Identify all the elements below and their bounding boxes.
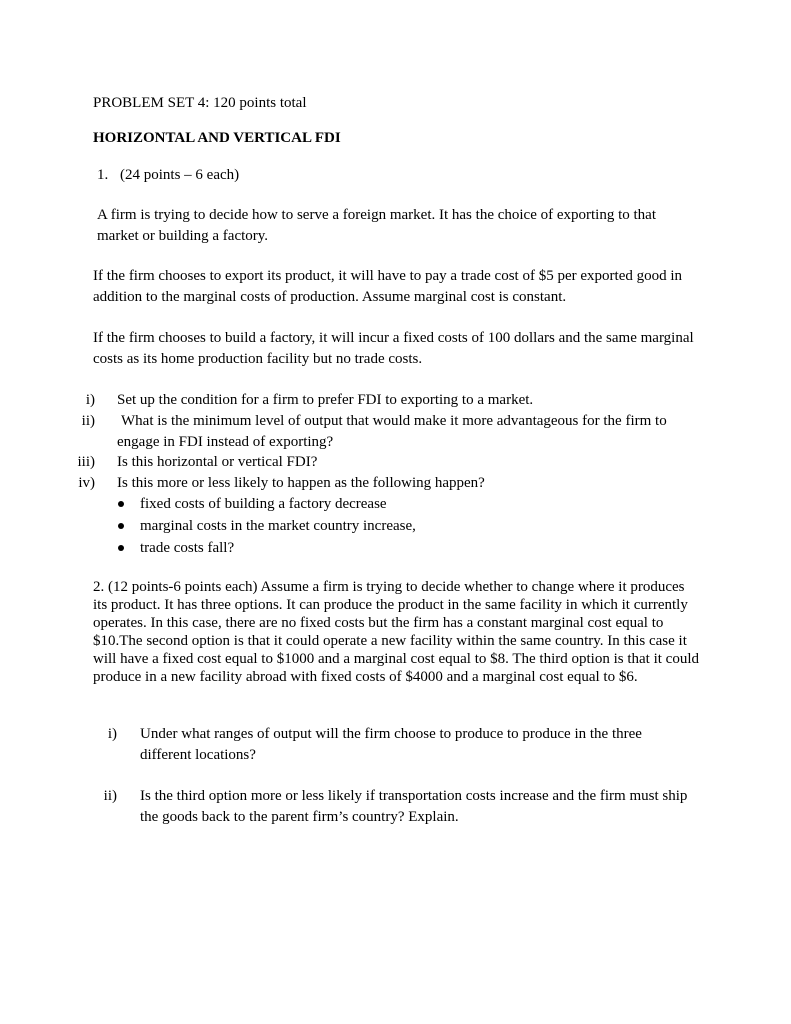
q2-intro: 2. (12 points-6 points each) Assume a firm is trying to decide whether to change where it produces its product. It has three options. It can produce the product in the same facility in which it currently operates. In this case, there are no fixed costs but the firm has a constant marginal cost equal to $10.The second option is that it could operate a new facility within the same country. In this case it will have a fixed cost equal to $1000 and a marginal cost equal to $8. The third option is that it could produce in a new facility abroad with fixed costs of $4000 and a marginal cost equal to $6. [93,579,699,685]
q1-number: 1. [97,167,109,183]
q1-item-number: i) [85,392,95,408]
bullet-icon [118,523,124,529]
q1-bullet-text: fixed costs of building a factory decrease [140,496,387,512]
problem-set-header: PROBLEM SET 4: 120 points total [93,95,307,111]
q2-item-number: ii) [103,788,117,804]
q1-paragraph-2: If the firm chooses to export its product, it will have to pay a trade cost of $5 per exported good in addition to the marginal costs of production. Assume marginal cost is constant. [93,268,683,305]
q2-item-number: i) [107,726,117,742]
q1-item-number: ii) [81,413,95,429]
q1-item-text: Is this more or less likely to happen as the following happen? [117,475,485,491]
q1-bullet-text: marginal costs in the market country increase, [140,518,416,534]
q1-paragraph-1: A firm is trying to decide how to serve a foreign market. It has the choice of exporting to that market or building a factory. [97,207,657,244]
q2-item-text: Is the third option more or less likely if transportation costs increase and the firm must ship the goods back to the parent firm’s country? Explain. [140,788,688,825]
q1-item-text: What is the minimum level of output that would make it more advantageous for the firm to engage in FDI instead of exporting? [117,413,667,450]
bullet-icon [118,545,124,551]
q1-paragraph-3: If the firm chooses to build a factory, it will incur a fixed costs of 100 dollars and the same marginal costs as its home production facility but no trade costs. [93,330,694,367]
q1-item-text: Set up the condition for a firm to prefer FDI to exporting to a market. [117,392,534,408]
q1-item-number: iv) [78,475,95,491]
q1-item-text: Is this horizontal or vertical FDI? [117,454,318,470]
bullet-icon [118,501,124,507]
section-title: HORIZONTAL AND VERTICAL FDI [93,130,341,146]
q1-bullet-text: trade costs fall? [140,540,235,556]
q1-points: (24 points – 6 each) [120,167,240,183]
q2-item-text: Under what ranges of output will the firm choose to produce to produce in the three different locations? [140,726,642,763]
q1-item-number: iii) [77,454,95,470]
